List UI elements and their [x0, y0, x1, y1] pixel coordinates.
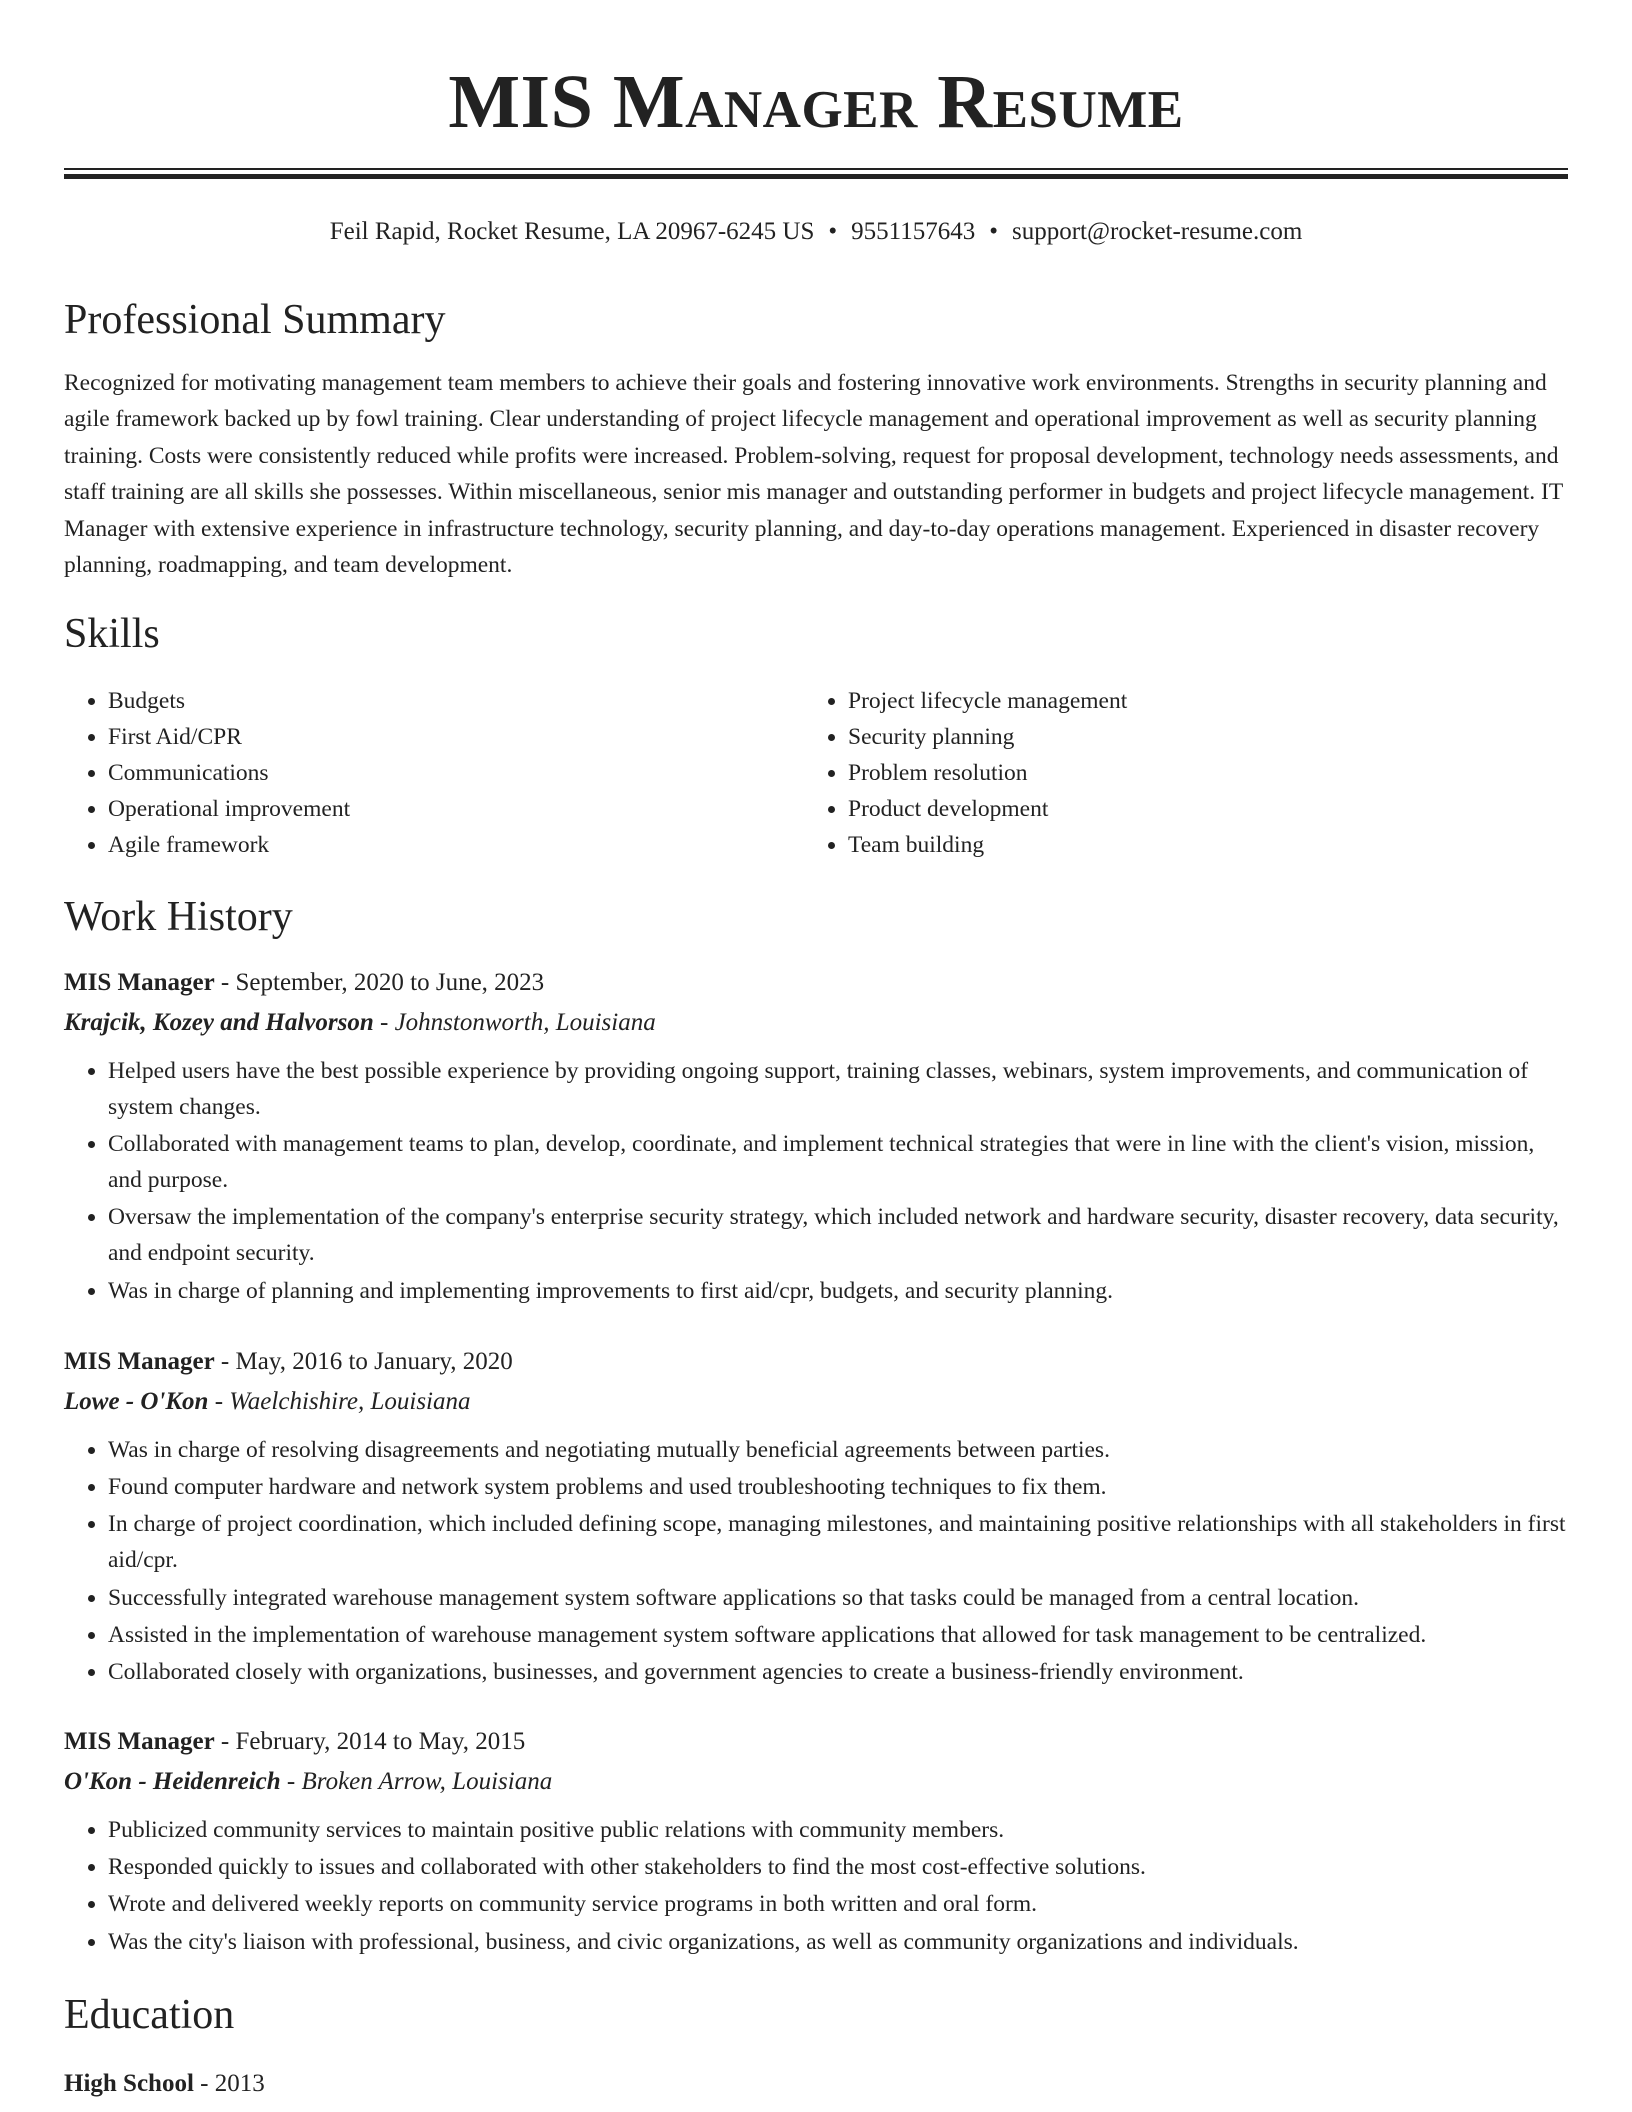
job-entry — [64, 963, 1568, 1310]
education-heading: Education — [64, 1992, 235, 2038]
job-company-line — [64, 1382, 1568, 1422]
skill-item: • Product development — [848, 791, 1548, 827]
skill-item: • Security planning — [848, 719, 1548, 755]
job-entry — [64, 1342, 1568, 1691]
education-entry — [64, 2064, 265, 2104]
job-bullets — [64, 1812, 1568, 1960]
contact-line — [64, 214, 1568, 250]
job-entry — [64, 1722, 1568, 1961]
job-location: - Broken Arrow, Louisiana — [280, 1768, 553, 1795]
job-bullet: • Oversaw the implementation of the company's enterprise security strategy, which included network and hardware security, disaster recovery, data security, and endpoint security. — [108, 1199, 1568, 1271]
contact-phone: 9551157643 — [851, 218, 976, 245]
title-divider-thin — [64, 168, 1568, 170]
job-bullet: • Collaborated closely with organizations, businesses, and government agencies to create a business-friendly environment. — [108, 1654, 1568, 1690]
job-title: MIS Manager — [64, 969, 215, 996]
job-company-line — [64, 1003, 1568, 1043]
job-dates: - May, 2016 to January, 2020 — [214, 1348, 513, 1375]
skills-heading: Skills — [64, 611, 160, 657]
job-company: Lowe - O'Kon — [64, 1388, 209, 1415]
skill-item: • Team building — [848, 827, 1548, 863]
contact-email: support@rocket-resume.com — [1012, 218, 1303, 245]
job-company: Krajcik, Kozey and Halvorson — [64, 1009, 374, 1036]
job-bullet: • Publicized community services to maintain positive public relations with community members. — [108, 1812, 1568, 1848]
contact-address: Feil Rapid, Rocket Resume, LA 20967-6245 US — [329, 218, 815, 245]
summary-heading: Professional Summary — [64, 297, 446, 343]
summary-text: Recognized for motivating management team members to achieve their goals and fostering innovative work environments. Strengths in security planning and agile framework backed up by fowl training. Clear understanding of project lifecycle management and operational improvement as well as security planning training. Costs were consistently reduced while profits were increased. Problem-solving, request for proposal development, technology needs assessments, and staff training are all skills she possesses. Within miscellaneous, senior mis manager and outstanding performer in budgets and project lifecycle management. IT Manager with extensive experience in infrastructure technology, security planning, and day-to-day operations management. Experienced in disaster recovery planning, roadmapping, and team development. — [64, 370, 1563, 579]
job-bullet: • Wrote and delivered weekly reports on community service programs in both written and oral form. — [108, 1886, 1568, 1922]
job-company-line — [64, 1762, 1568, 1802]
title-divider-thick — [64, 174, 1568, 179]
job-title-line — [64, 1722, 1568, 1762]
resume-title: MIS Manager Resume — [448, 60, 1184, 144]
job-bullet: • Was the city's liaison with professional, business, and civic organizations, as well as community organizations and individuals. — [108, 1924, 1568, 1960]
job-title-line — [64, 963, 1568, 1003]
job-company: O'Kon - Heidenreich — [64, 1768, 281, 1795]
skill-item: • Problem resolution — [848, 755, 1548, 791]
job-bullets — [64, 1053, 1568, 1309]
education-year: - 2013 — [193, 2070, 265, 2097]
skill-item: • Agile framework — [108, 827, 808, 863]
job-bullet: • Found computer hardware and network system problems and used troubleshooting techniques to fix them. — [108, 1469, 1568, 1505]
job-dates: - February, 2014 to May, 2015 — [214, 1728, 526, 1755]
skill-item: • First Aid/CPR — [108, 719, 808, 755]
job-title: MIS Manager — [64, 1728, 215, 1755]
education-degree: High School — [64, 2070, 194, 2097]
job-dates: - September, 2020 to June, 2023 — [214, 969, 545, 996]
job-bullet: • Assisted in the implementation of warehouse management system software applications that allowed for task management to be centralized. — [108, 1617, 1568, 1653]
job-title-line — [64, 1342, 1568, 1382]
job-bullets — [64, 1432, 1568, 1690]
skill-item: • Project lifecycle management — [848, 683, 1548, 719]
contact-separator: • — [989, 218, 998, 245]
job-location: - Johnstonworth, Louisiana — [373, 1009, 656, 1036]
job-bullet: • Successfully integrated warehouse management system software applications so that tasks could be managed from a central location. — [108, 1580, 1568, 1616]
job-bullet: • Was in charge of planning and implementing improvements to first aid/cpr, budgets, and security planning. — [108, 1273, 1568, 1309]
job-title: MIS Manager — [64, 1348, 215, 1375]
job-bullet: • Responded quickly to issues and collaborated with other stakeholders to find the most cost-effective solutions. — [108, 1849, 1568, 1885]
skills-list-right — [804, 683, 1548, 863]
job-bullet: • Was in charge of resolving disagreements and negotiating mutually beneficial agreements between parties. — [108, 1432, 1568, 1468]
job-bullet: • Collaborated with management teams to plan, develop, coordinate, and implement technical strategies that were in line with the client's vision, mission, and purpose. — [108, 1126, 1568, 1198]
skills-list-left — [64, 683, 808, 863]
job-location: - Waelchishire, Louisiana — [208, 1388, 471, 1415]
skill-item: • Communications — [108, 755, 808, 791]
work-history-heading: Work History — [64, 894, 293, 940]
contact-separator: • — [828, 218, 838, 245]
skill-item: • Operational improvement — [108, 791, 808, 827]
job-bullet: • Helped users have the best possible experience by providing ongoing support, training classes, webinars, system improvements, and communication of system changes. — [108, 1053, 1568, 1125]
job-bullet: • In charge of project coordination, which included defining scope, managing milestones, and maintaining positive relationships with all stakeholders in first aid/cpr. — [108, 1506, 1568, 1578]
skill-item: • Budgets — [108, 683, 808, 719]
